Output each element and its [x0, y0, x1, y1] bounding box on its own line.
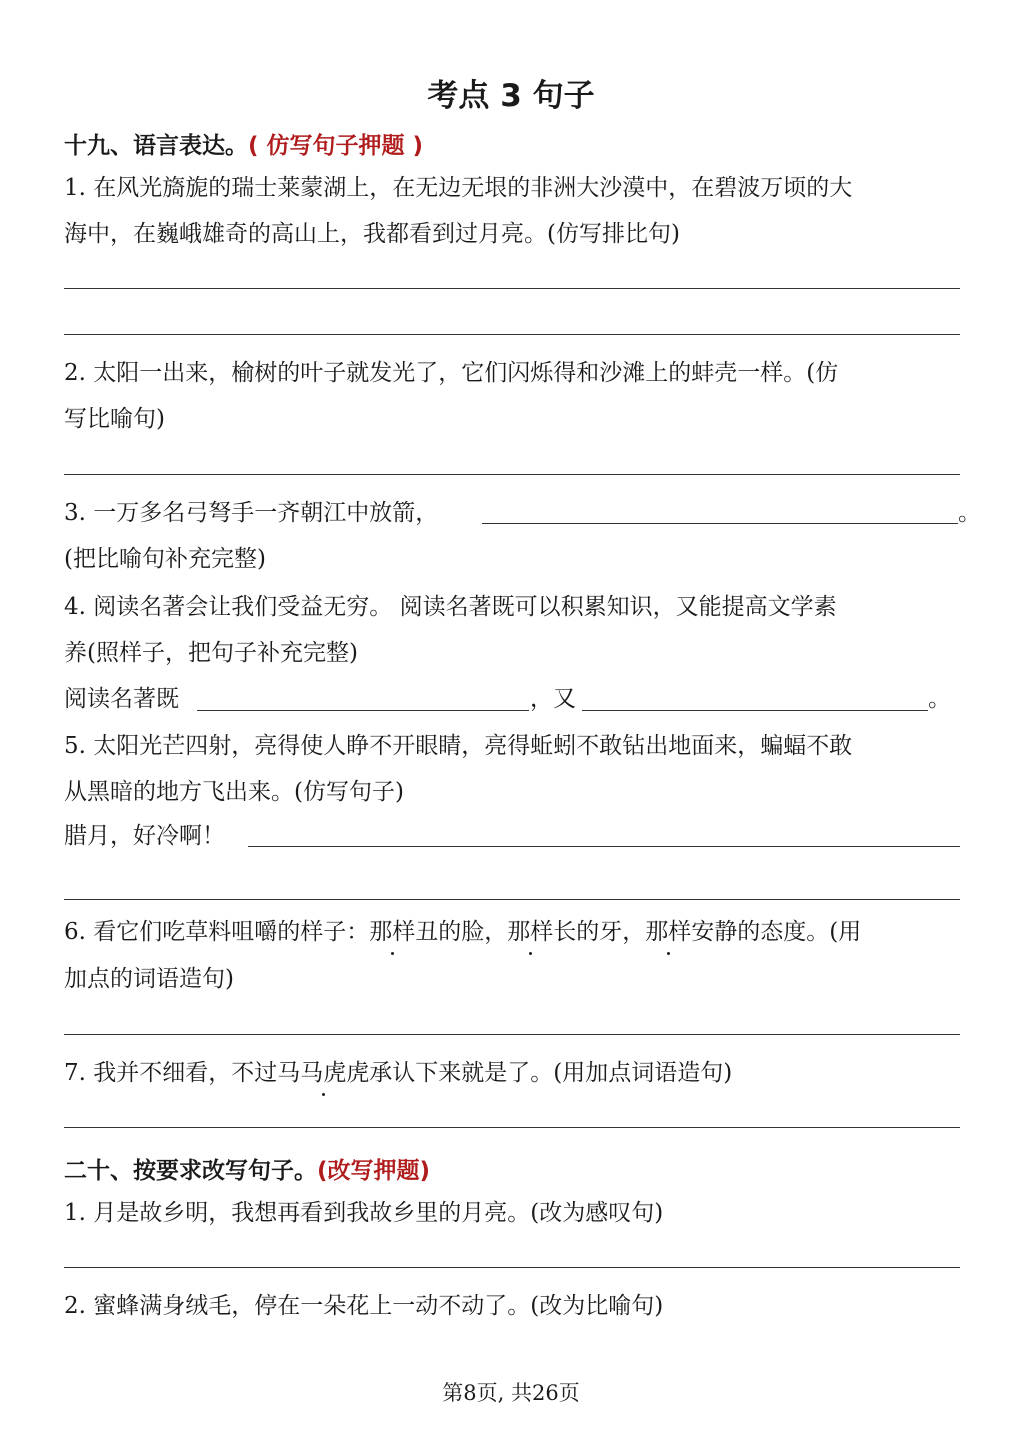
- q19-6-line1: [64, 917, 861, 947]
- q19-6-line2: 加点的词语造句): [64, 966, 234, 992]
- dotted-word: 马马虎虎: [277, 1060, 370, 1086]
- q19-5-line2: 从黑暗的地方飞出来。(仿写句子): [64, 779, 404, 805]
- q19-7-text-a: 7. 我并不细看，不过: [64, 1060, 278, 1086]
- q19-2-line2: 写比喻句): [64, 406, 165, 432]
- q19-6-text-d: 安静的态度。(用: [691, 919, 862, 945]
- dotted-word: 那样: [645, 919, 692, 945]
- section-20-heading-text: 二十、按要求改写句子。: [64, 1158, 317, 1184]
- answer-line[interactable]: [64, 334, 960, 335]
- q19-3-line2: (把比喻句补充完整): [64, 546, 266, 572]
- fill-blank[interactable]: [197, 710, 529, 711]
- q19-4-line2: 养(照样子，把句子补充完整): [64, 640, 358, 666]
- section-19-tag: ( 仿写句子押题 ): [248, 133, 424, 159]
- q19-6-text-b: 丑的脸，: [415, 919, 508, 945]
- section-19-heading: [64, 127, 423, 160]
- section-19-heading-text: 十九、语言表达。: [64, 133, 248, 159]
- page-footer: 第8页, 共26页: [442, 1381, 580, 1405]
- section-20-heading: [64, 1152, 430, 1185]
- q19-4-fill-mid: ，又: [530, 686, 576, 712]
- q19-1-line2: 海中，在巍峨雄奇的高山上，我都看到过月亮。(仿写排比句): [64, 221, 680, 247]
- q19-3-suffix: 。: [958, 500, 981, 526]
- answer-line[interactable]: [64, 1127, 960, 1128]
- q19-4-line1: 4. 阅读名著会让我们受益无穷。 阅读名著既可以积累知识，又能提高文学素: [64, 594, 837, 620]
- q19-4-fill-prefix: 阅读名著既: [64, 686, 179, 712]
- q19-6-text-c: 长的牙，: [553, 919, 646, 945]
- q19-6-text-a: 6. 看它们吃草料咀嚼的样子：: [64, 919, 370, 945]
- q19-4-fill-suffix: 。: [928, 686, 951, 712]
- answer-line[interactable]: [64, 899, 960, 900]
- q20-2: 2. 蜜蜂满身绒毛，停在一朵花上一动不动了。(改为比喻句): [64, 1293, 664, 1319]
- q19-7-text-b: 承认下来就是了。(用加点词语造句): [369, 1060, 733, 1086]
- section-20-tag: (改写押题): [317, 1158, 431, 1184]
- fill-blank[interactable]: [248, 846, 960, 847]
- fill-blank[interactable]: [482, 523, 958, 524]
- dotted-word: 那样: [369, 919, 416, 945]
- answer-line[interactable]: [64, 474, 960, 475]
- answer-line[interactable]: [64, 1267, 960, 1268]
- q19-2-line1: 2. 太阳一出来，榆树的叶子就发光了，它们闪烁得和沙滩上的蚌壳一样。(仿: [64, 360, 839, 386]
- answer-line[interactable]: [64, 288, 960, 289]
- page-title: 考点 3 句子: [427, 78, 595, 114]
- fill-blank[interactable]: [582, 710, 928, 711]
- answer-line[interactable]: [64, 1034, 960, 1035]
- q20-1: 1. 月是故乡明，我想再看到我故乡里的月亮。(改为感叹句): [64, 1200, 664, 1226]
- q19-5-line1: 5. 太阳光芒四射，亮得使人睁不开眼睛，亮得蚯蚓不敢钻出地面来，蝙蝠不敢: [64, 733, 853, 759]
- q19-3-prefix: 3. 一万多名弓弩手一齐朝江中放箭，: [64, 500, 439, 526]
- dotted-word: 那样: [507, 919, 554, 945]
- q19-1-line1: 1. 在风光旖旎的瑞士莱蒙湖上，在无边无垠的非洲大沙漠中，在碧波万顷的大: [64, 175, 853, 201]
- q19-5-prompt: 腊月，好冷啊！: [64, 823, 225, 849]
- q19-7-line1: [64, 1058, 732, 1088]
